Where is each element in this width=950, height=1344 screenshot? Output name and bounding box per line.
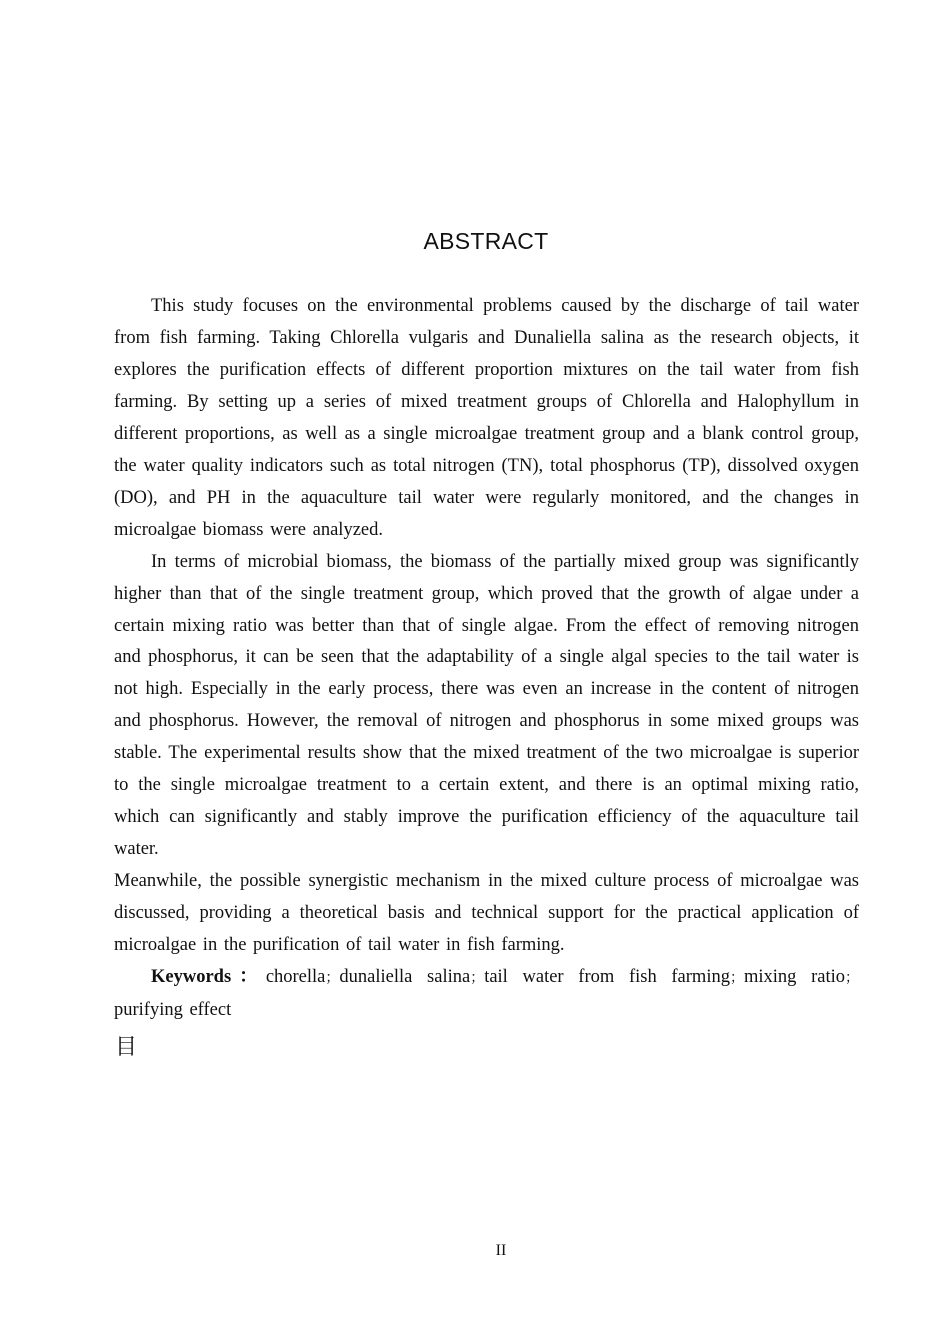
keyword-item: tail water from fish farming: [484, 967, 730, 988]
keyword-separator: ；: [325, 970, 340, 987]
abstract-heading: ABSTRACT: [423, 228, 549, 254]
keyword-separator: ；: [729, 970, 744, 987]
page-number: II: [495, 1242, 507, 1259]
keyword-item: purifying effect: [114, 999, 232, 1020]
keyword-item: mixing ratio: [743, 967, 845, 988]
abstract-body: [114, 291, 859, 1027]
abstract-paragraph-3: Meanwhile, the possible synergistic mechanism in the mixed culture process of microalgae was discussed, providing a theoretical basis and technical support for the practical application of microalgae in the purification of tail water in fish farming.: [114, 871, 859, 956]
keyword-item: dunaliella salina: [339, 967, 471, 988]
abstract-paragraph-2: In terms of microbial biomass, the biomass of the partially mixed group was significantly higher than that of the single treatment group, which proved that the growth of algae under a certain mixing ratio was better than that of single algae. From the effect of removing nitrogen and phosphorus, it can be seen that the adaptability of a single algal species to the tail water is not high. Especially in the early process, there was even an increase in the content of nitrogen and phosphorus. However, the removal of nitrogen and phosphorus in some mixed groups was stable. The experimental results show that the mixed treatment of the two microalgae is superior to the single microalgae treatment to a certain extent, and there is an optimal mixing ratio, which can significantly and stably improve the purification efficiency of the aquaculture tail water.: [114, 551, 859, 860]
keywords-line: [114, 962, 859, 1027]
abstract-paragraph-1: This study focuses on the environmental problems caused by the discharge of tail water from fish farming. Taking Chlorella vulgaris and Dunaliella salina as the research objects, it explores the purification effects of different proportion mixtures on the tail water from fish farming. By setting up a series of mixed treatment groups of Chlorella and Halophyllum in different proportions, as well as a single microalgae treatment group and a blank control group, the water quality indicators such as total nitrogen (TN), total phosphorus (TP), dissolved oxygen (DO), and PH in the aquaculture tail water were regularly monitored, and the changes in microalgae biomass were analyzed.: [114, 296, 859, 540]
keywords-label: Keywords：: [151, 967, 266, 988]
toc-glyph: 目: [115, 1035, 138, 1060]
keyword-item: chorella: [265, 967, 326, 988]
keyword-separator: ；: [845, 970, 859, 987]
keyword-separator: ；: [470, 970, 485, 987]
